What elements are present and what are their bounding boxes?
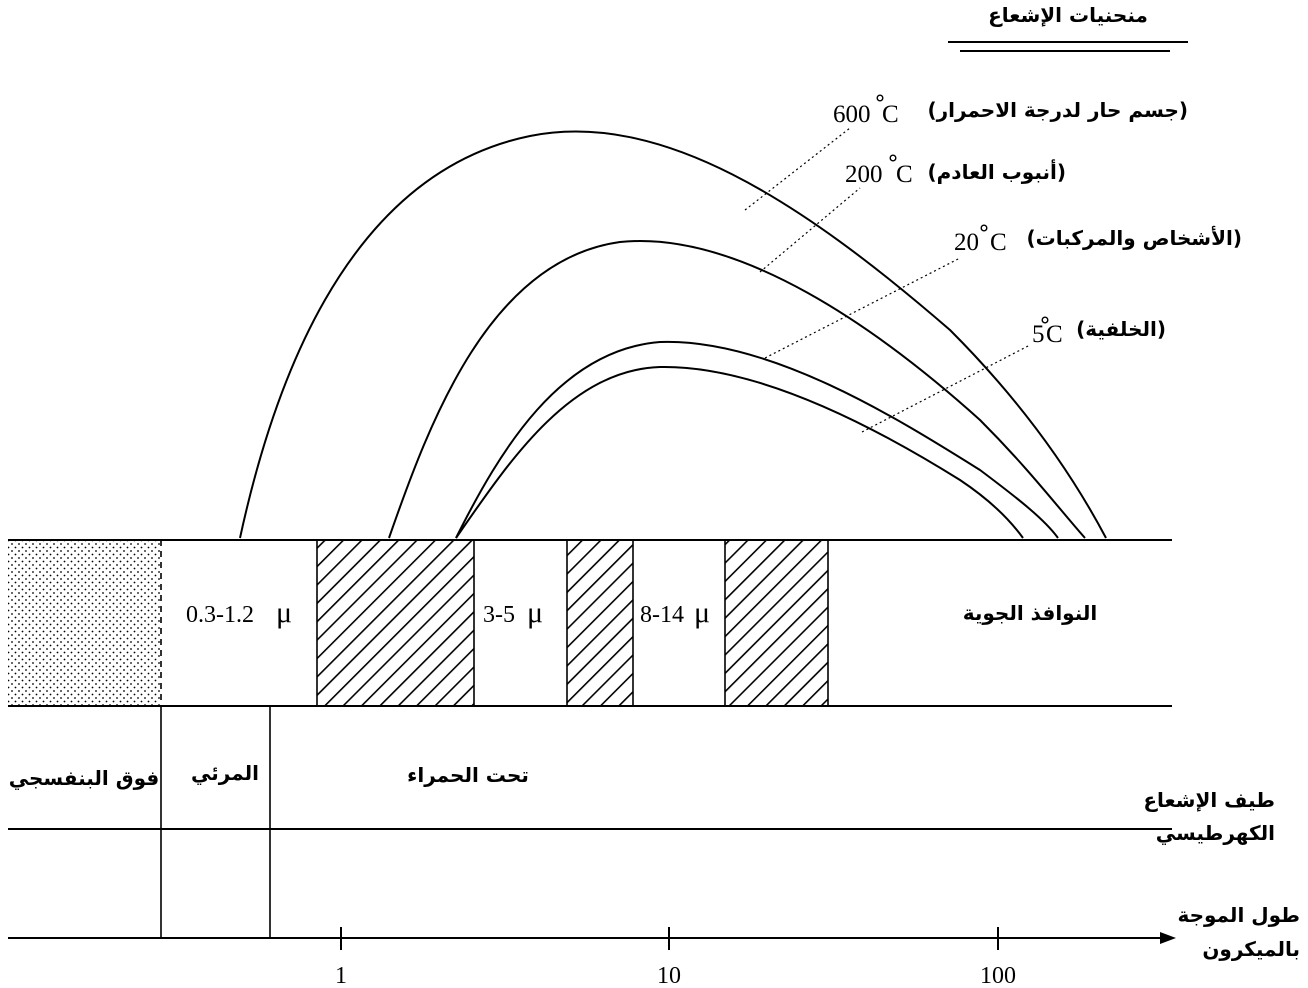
curve-label-600c bbox=[833, 95, 1188, 128]
svg-text:8-14: 8-14 bbox=[640, 602, 684, 628]
svg-text:3-5: 3-5 bbox=[483, 602, 515, 628]
label-background: (الخلفية) bbox=[1076, 317, 1166, 341]
svg-text:μ: μ bbox=[276, 596, 293, 629]
label-visible: المرئي bbox=[191, 761, 259, 785]
leader-20c bbox=[765, 258, 960, 358]
svg-text:5: 5 bbox=[1032, 321, 1045, 348]
atmospheric-windows-label: النوافذ الجوية bbox=[962, 601, 1098, 625]
svg-text:C: C bbox=[1046, 321, 1063, 348]
curve-20c bbox=[456, 342, 1058, 538]
tick-label-100: 100 bbox=[980, 963, 1016, 988]
label-infrared: تحت الحمراء bbox=[407, 763, 529, 787]
curve-label-5c bbox=[1032, 317, 1166, 348]
svg-text:C: C bbox=[896, 161, 913, 188]
axis-label-line2: بالميكرون bbox=[1202, 937, 1300, 961]
svg-text:200: 200 bbox=[845, 161, 883, 188]
absorption-band-1 bbox=[317, 540, 474, 706]
leader-200c bbox=[760, 188, 860, 272]
absorption-band-2 bbox=[567, 540, 633, 706]
svg-text:μ: μ bbox=[527, 596, 544, 629]
axis-arrow-head bbox=[1160, 932, 1176, 944]
label-people-vehicles: (الأشخاص والمركبات) bbox=[1026, 226, 1242, 250]
window-label-visible bbox=[186, 596, 292, 629]
window-label-lwir bbox=[640, 596, 710, 629]
spectrum-label-line1: طيف الإشعاع bbox=[1143, 788, 1275, 812]
svg-text:C: C bbox=[882, 101, 899, 128]
svg-text:600: 600 bbox=[833, 101, 871, 128]
absorption-band-3 bbox=[725, 540, 828, 706]
tick-label-1: 1 bbox=[335, 963, 347, 988]
diagram-title: منحنيات الإشعاع bbox=[988, 3, 1148, 27]
svg-text:μ: μ bbox=[694, 596, 711, 629]
window-label-mwir bbox=[483, 596, 543, 629]
label-ultraviolet: فوق البنفسجي bbox=[8, 766, 160, 790]
svg-text:0.3-1.2: 0.3-1.2 bbox=[186, 602, 254, 628]
leader-600c bbox=[745, 128, 850, 210]
axis-label-line1: طول الموجة bbox=[1177, 903, 1300, 927]
svg-text:20: 20 bbox=[954, 229, 979, 256]
curve-600c bbox=[240, 132, 1106, 538]
curve-label-20c bbox=[954, 225, 1242, 256]
uv-dotted-region bbox=[8, 540, 161, 706]
curve-label-200c bbox=[845, 155, 1066, 188]
curve-200c bbox=[389, 241, 1085, 538]
label-exhaust-pipe: (أنبوب العادم) bbox=[927, 160, 1066, 184]
label-hot-body: (جسم حار لدرجة الاحمرار) bbox=[927, 98, 1188, 122]
spectrum-label-line2: الكهرطيسي bbox=[1155, 821, 1275, 845]
tick-label-10: 10 bbox=[657, 963, 681, 988]
svg-text:C: C bbox=[990, 229, 1007, 256]
